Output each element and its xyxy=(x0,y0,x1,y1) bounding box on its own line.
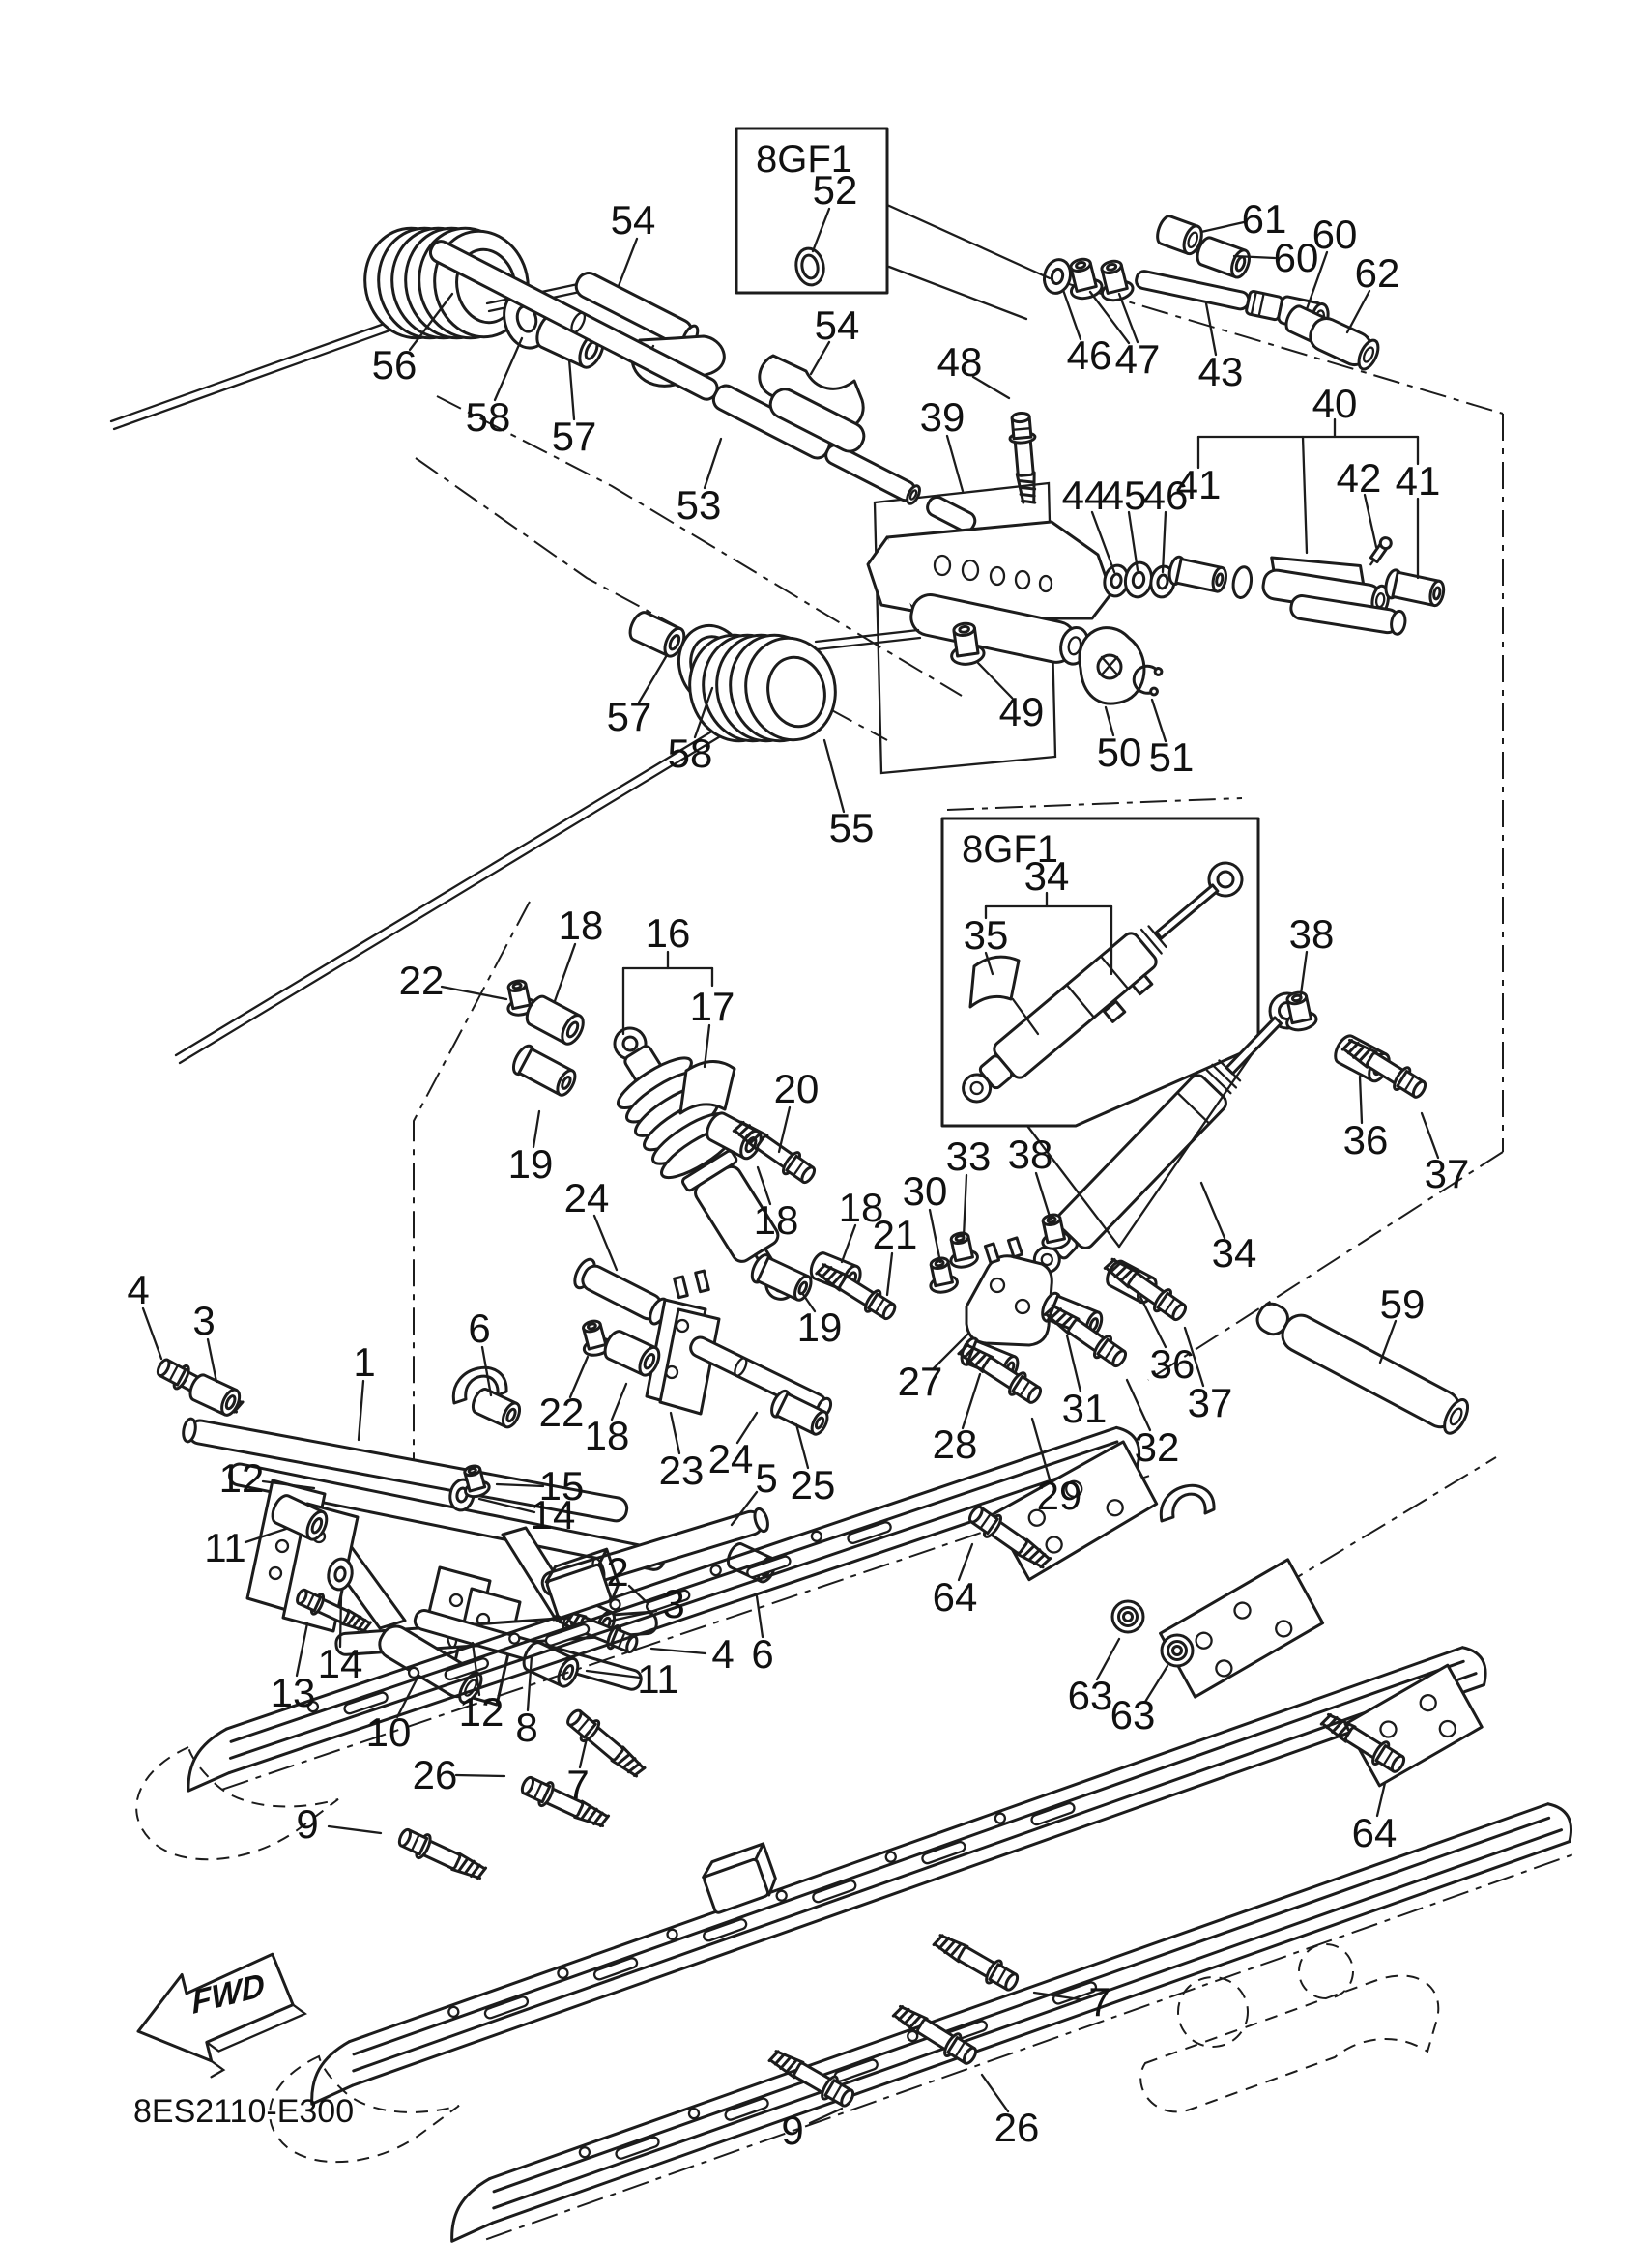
bumper-17 xyxy=(680,1061,735,1113)
callout-49: 49 xyxy=(998,689,1045,734)
callout-41: 41 xyxy=(1175,462,1222,507)
leader-line xyxy=(1360,1077,1362,1123)
leader-line xyxy=(569,359,574,419)
leader-line xyxy=(1163,512,1166,572)
callout-9: 9 xyxy=(296,1801,319,1847)
callout-50: 50 xyxy=(1096,730,1142,775)
leader-line xyxy=(1347,291,1369,332)
callout-63: 63 xyxy=(1110,1692,1156,1737)
callout-19: 19 xyxy=(796,1305,843,1350)
stopper-band-35 xyxy=(970,957,1019,1007)
callout-38: 38 xyxy=(1288,911,1335,957)
shaft-24-upper xyxy=(571,1256,673,1328)
leader-line xyxy=(963,1374,980,1428)
callout-43: 43 xyxy=(1197,349,1244,394)
callout-44: 44 xyxy=(1061,473,1108,518)
callout-62: 62 xyxy=(1354,250,1400,296)
callout-52: 52 xyxy=(812,167,858,213)
leader-line xyxy=(619,239,637,286)
callout-18: 18 xyxy=(558,903,604,948)
callout-60: 60 xyxy=(1273,235,1319,280)
callout-33: 33 xyxy=(945,1134,992,1179)
callout-36: 36 xyxy=(1149,1341,1196,1387)
callout-6: 6 xyxy=(751,1631,774,1677)
bracket-line xyxy=(887,205,1050,278)
leader-line xyxy=(1206,303,1216,355)
callout-19: 19 xyxy=(507,1141,554,1187)
callout-20: 20 xyxy=(773,1066,820,1111)
callout-23: 23 xyxy=(658,1448,705,1493)
callout-12: 12 xyxy=(458,1689,504,1735)
bolt-7-right xyxy=(931,1928,1022,1995)
callout-7: 7 xyxy=(566,1762,590,1807)
callout-45: 45 xyxy=(1101,473,1147,518)
leader-line xyxy=(1365,495,1376,547)
callout-32: 32 xyxy=(1134,1424,1180,1470)
bushing-18-d xyxy=(601,1329,663,1379)
callout-30: 30 xyxy=(902,1168,948,1214)
callout-47: 47 xyxy=(1114,336,1161,382)
leader-line xyxy=(297,1623,307,1676)
leader-line xyxy=(143,1308,161,1359)
roller-shaft-59 xyxy=(1252,1296,1473,1437)
callout-48: 48 xyxy=(937,339,983,385)
callout-8: 8 xyxy=(515,1705,538,1750)
callout-64: 64 xyxy=(932,1574,978,1620)
leader-line xyxy=(705,439,721,488)
callout-13: 13 xyxy=(270,1670,316,1715)
leader-line xyxy=(442,987,506,999)
callout-16: 16 xyxy=(645,910,691,956)
leader-line xyxy=(964,1175,966,1237)
callout-22: 22 xyxy=(398,958,445,1003)
leader-line xyxy=(555,944,575,1001)
ghost-rear-assembly xyxy=(1140,1944,1438,2111)
callout-37: 37 xyxy=(1424,1151,1470,1196)
bracket-line xyxy=(889,267,1026,319)
callout-64: 64 xyxy=(1351,1810,1398,1855)
callout-46: 46 xyxy=(1066,332,1112,378)
callout-9: 9 xyxy=(781,2108,804,2153)
bolt-9-left xyxy=(395,1824,488,1885)
callout-14: 14 xyxy=(317,1641,363,1686)
phantom-line xyxy=(947,798,1242,810)
callout-60: 60 xyxy=(1312,212,1358,257)
collar-41-left xyxy=(1167,556,1228,594)
leader-line xyxy=(340,1594,341,1647)
callout-38: 38 xyxy=(1007,1132,1053,1177)
callout-39: 39 xyxy=(919,394,966,440)
callout-5: 5 xyxy=(755,1455,778,1501)
callout-56: 56 xyxy=(371,342,418,388)
leader-line xyxy=(779,1107,790,1152)
callout-29: 29 xyxy=(1036,1473,1082,1518)
leader-line xyxy=(651,1649,706,1653)
callout-41: 41 xyxy=(1395,458,1441,503)
callout-25: 25 xyxy=(790,1462,836,1507)
callout-24: 24 xyxy=(563,1175,610,1220)
sleeve-62 xyxy=(1306,314,1383,373)
callout-7: 7 xyxy=(1088,1979,1111,2024)
callout-37: 37 xyxy=(1187,1380,1233,1425)
callout-58: 58 xyxy=(667,731,713,776)
callout-34: 34 xyxy=(1211,1230,1257,1276)
leader-line xyxy=(359,1381,363,1440)
leader-line xyxy=(1380,1321,1396,1363)
bolt-48 xyxy=(1008,412,1041,503)
leader-line xyxy=(824,740,844,812)
callout-63: 63 xyxy=(1067,1673,1113,1718)
callout-24: 24 xyxy=(707,1436,754,1481)
callout-6: 6 xyxy=(468,1306,491,1351)
callout-54: 54 xyxy=(814,302,860,348)
callout-18: 18 xyxy=(753,1197,799,1243)
callout-15: 15 xyxy=(538,1463,585,1508)
callout-11: 11 xyxy=(204,1525,246,1570)
callout-55: 55 xyxy=(828,805,875,850)
fwd-arrow xyxy=(128,1948,315,2091)
callout-18: 18 xyxy=(838,1185,884,1230)
diagram-code: 8ES2110-E300 xyxy=(133,2093,355,2130)
leader-line xyxy=(842,1225,855,1262)
callout-18: 18 xyxy=(584,1413,630,1458)
callout-34: 34 xyxy=(1023,853,1070,899)
leader-line xyxy=(329,1826,381,1833)
callout-22: 22 xyxy=(538,1390,585,1435)
leader-line xyxy=(1067,1335,1081,1392)
callout-14: 14 xyxy=(530,1492,576,1537)
leader-line xyxy=(456,1775,504,1776)
grease-nipple-42 xyxy=(1367,535,1394,567)
nut-33 xyxy=(945,1231,979,1270)
leader-line xyxy=(1201,222,1244,232)
callout-21: 21 xyxy=(872,1212,918,1257)
collar-19-a xyxy=(509,1043,579,1100)
callout-59: 59 xyxy=(1379,1281,1426,1327)
leader-line xyxy=(930,1210,940,1262)
leader-line xyxy=(1129,512,1138,570)
callout-28: 28 xyxy=(932,1421,978,1467)
leader-line xyxy=(208,1339,216,1382)
callout-53: 53 xyxy=(676,482,722,528)
leader-line xyxy=(947,436,963,491)
callout-26: 26 xyxy=(412,1752,458,1797)
leader-line xyxy=(594,1216,617,1270)
callout-12: 12 xyxy=(218,1455,265,1501)
callout-3: 3 xyxy=(192,1298,216,1343)
callout-11: 11 xyxy=(637,1656,679,1702)
bracket-line xyxy=(1303,437,1307,553)
fwd-arrow-label: FWD xyxy=(190,1967,267,2023)
collar-41-right xyxy=(1384,568,1447,608)
nut-47-b xyxy=(1095,258,1135,303)
callout-35: 35 xyxy=(963,912,1009,958)
bushing-6-left xyxy=(470,1387,523,1430)
callout-31: 31 xyxy=(1061,1386,1108,1431)
slide-rail-lower xyxy=(382,1644,1581,2250)
callout-46: 46 xyxy=(1142,473,1189,518)
callout-57: 57 xyxy=(606,694,652,739)
callout-51: 51 xyxy=(1148,734,1195,780)
leader-line xyxy=(1036,1173,1051,1220)
callout-40: 40 xyxy=(1312,381,1358,426)
callout-61: 61 xyxy=(1241,196,1287,242)
grommet-63-a xyxy=(1112,1601,1143,1632)
grommet-63-b xyxy=(1162,1635,1193,1666)
callout-4: 4 xyxy=(711,1631,735,1677)
leader-line xyxy=(495,338,522,400)
washer-45 xyxy=(1123,560,1155,599)
inset-box-2-title: 8GF1 xyxy=(962,828,1059,871)
callout-42: 42 xyxy=(1336,455,1382,501)
callout-58: 58 xyxy=(465,394,511,440)
callout-54: 54 xyxy=(610,197,656,243)
rail-bracket-right xyxy=(1151,1556,1332,1701)
rail-block-right xyxy=(700,1844,780,1913)
leader-line xyxy=(887,1253,892,1295)
callout-36: 36 xyxy=(1342,1117,1389,1163)
damper-mount-50 xyxy=(1080,628,1144,703)
callout-27: 27 xyxy=(897,1359,943,1404)
callout-2: 2 xyxy=(606,1549,629,1594)
bolt-26-left xyxy=(518,1772,611,1833)
callout-17: 17 xyxy=(689,984,735,1029)
leader-line xyxy=(1127,1380,1150,1430)
callout-3: 3 xyxy=(662,1581,685,1626)
inset-box-1-title: 8GF1 xyxy=(756,138,853,181)
leader-line xyxy=(810,2109,842,2123)
callout-1: 1 xyxy=(353,1339,376,1385)
callout-26: 26 xyxy=(994,2105,1040,2150)
callout-4: 4 xyxy=(127,1267,150,1312)
callout-10: 10 xyxy=(365,1709,412,1755)
callout-57: 57 xyxy=(551,414,597,459)
